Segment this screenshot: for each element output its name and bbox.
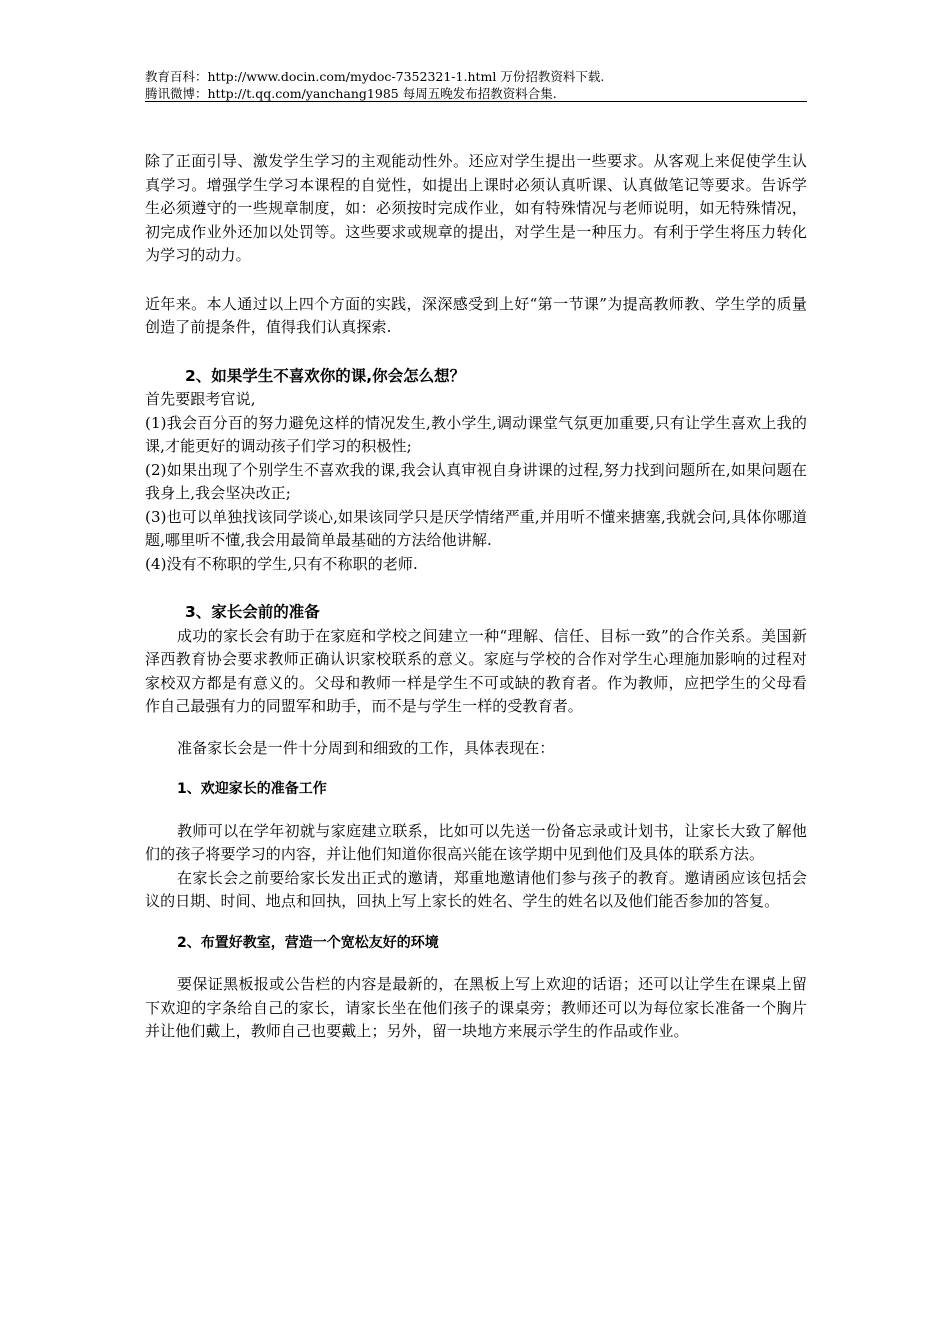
paragraph: 要保证黑板报或公告栏的内容是最新的，在黑板上写上欢迎的话语；还可以让学生在课桌上留下欢迎的字条给自己的家长，请家长坐在他们孩子的课桌旁；教师还可以为每位家长准备一个胸片并让他们戴上，教师自己也要戴上；另外，留一块地方来展示学生的作品或作业。 (145, 975, 807, 1040)
subsection-heading-2: 2、布置好教室，营造一个宽松友好的环境 (177, 934, 439, 951)
header-line-docin: 教育百科：http://www.docin.com/mydoc-7352321-1.html 万份招教资料下载. (145, 69, 605, 84)
document-body (145, 150, 807, 1044)
section-heading-2: 2、如果学生不喜欢你的课,你会怎么想？ (185, 366, 466, 385)
page-header (145, 68, 805, 102)
paragraph: 在家长会之前要给家长发出正式的邀请，郑重地邀请他们参与孩子的教育。邀请函应该包括会议的日期、时间、地点和回执，回执上写上家长的姓名、学生的姓名以及他们能否参加的答复。 (145, 868, 807, 910)
paragraph: 教师可以在学年初就与家庭建立联系，比如可以先送一份备忘录或计划书，让家长大致了解他们的孩子将要学习的内容，并让他们知道你很高兴能在该学期中见到他们及具体的联系方法。 (145, 821, 807, 863)
list-item: (3)也可以单独找该同学谈心,如果该同学只是厌学情绪严重,并用听不懂来搪塞,我就会问,具体你哪道题,哪里听不懂,我会用最简单最基础的方法给他讲解. (145, 507, 807, 549)
paragraph: 近年来。本人通过以上四个方面的实践，深深感受到上好“第一节课”为提高教师教、学生学的质量创造了前提条件，值得我们认真探索. (145, 294, 807, 336)
paragraph: 准备家长会是一件十分周到和细致的工作，具体表现在： (177, 738, 555, 757)
subsection-heading-1: 1、欢迎家长的准备工作 (177, 781, 327, 797)
header-line-weibo: 腾讯微博：http://t.qq.com/yanchang1985 每周五晚发布招教资料合集. (145, 86, 557, 101)
paragraph: 首先要跟考官说, (145, 390, 256, 408)
list-item: (2)如果出现了个别学生不喜欢我的课,我会认真审视自身讲课的过程,努力找到问题所在,如果问题在我身上,我会坚决改正; (145, 460, 807, 502)
paragraph: 成功的家长会有助于在家庭和学校之间建立一种“理解、信任、目标一致”的合作关系。美国新泽西教育协会要求教师正确认识家校联系的意义。家庭与学校的合作对学生心理施加影响的过程对家校双方都是有意义的。父母和教师一样是学生不可或缺的教育者。作为教师，应把学生的父母看作自己最强有力的同盟军和助手，而不是与学生一样的受教育者。 (145, 626, 807, 715)
section-heading-3: 3、家长会前的准备 (185, 603, 320, 621)
list-item: (4)没有不称职的学生,只有不称职的老师. (145, 554, 418, 573)
paragraph: 除了正面引导、激发学生学习的主观能动性外。还应对学生提出一些要求。从客观上来促使学生认真学习。增强学生学习本课程的自觉性，如提出上课时必须认真听课、认真做笔记等要求。告诉学生必须遵守的一些规章制度，如：必须按时完成作业，如有特殊情况与老师说明，如无特殊情况，初完成作业外还加以处罚等。这些要求或规章的提出，对学生是一种压力。有利于学生将压力转化为学习的动力。 (145, 152, 807, 264)
header-divider (145, 101, 807, 102)
list-item: (1)我会百分百的努力避免这样的情况发生,教小学生,调动课堂气氛更加重要,只有让学生喜欢上我的课,才能更好的调动孩子们学习的积极性; (145, 413, 807, 455)
